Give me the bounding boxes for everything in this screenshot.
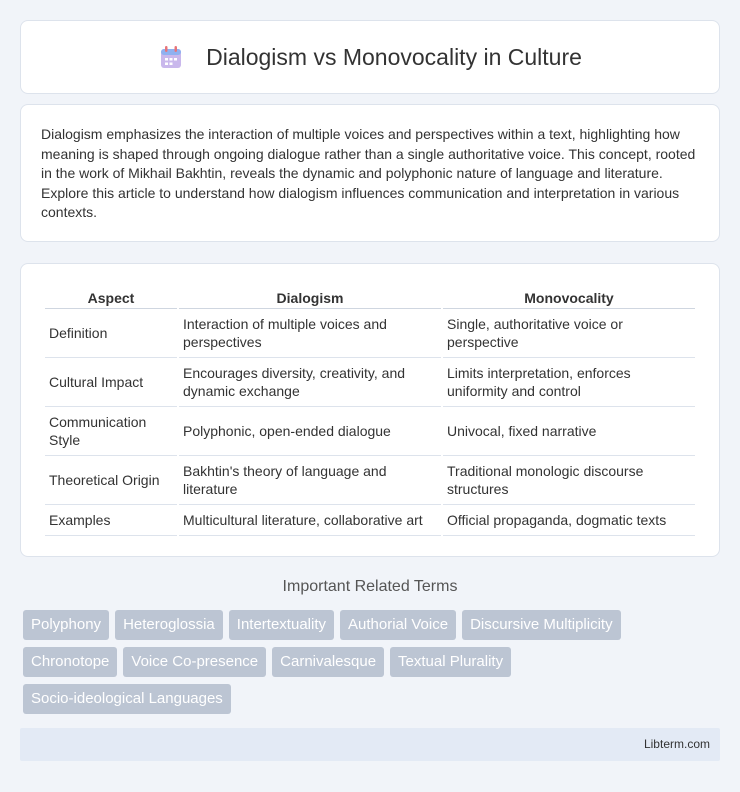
header-card: [20, 20, 720, 94]
tag-socio-ideological-languages[interactable]: Socio-ideological Languages: [23, 684, 231, 714]
table-cell: Traditional monologic discourse structures: [443, 456, 695, 505]
table-row: [45, 358, 695, 407]
tag-discursive-multiplicity[interactable]: Discursive Multiplicity: [462, 610, 621, 640]
table-cell: Multicultural literature, collaborative art: [179, 505, 441, 536]
table-header-row: [45, 286, 695, 309]
table-cell: Theoretical Origin: [45, 456, 177, 505]
comparison-table: [43, 286, 697, 536]
intro-text: Dialogism emphasizes the interaction of multiple voices and perspectives within a text, highlighting how meaning is shaped through ongoing dialogue rather than a single authoritative voice. This concept, rooted in the work of Mikhail Bakhtin, reveals the dynamic and polyphonic nature of language and literature. Explore this article to understand how dialogism influences communication and interpretation in various contexts.: [41, 126, 696, 220]
tag-authorial-voice[interactable]: Authorial Voice: [340, 610, 456, 640]
table-row: [45, 456, 695, 505]
table-row: [45, 309, 695, 358]
tag-voice-co-presence[interactable]: Voice Co-presence: [123, 647, 266, 677]
page-title: Dialogism vs Monovocality in Culture: [206, 43, 582, 70]
title-wrap: [158, 44, 582, 71]
table-cell: Single, authoritative voice or perspective: [443, 309, 695, 358]
tag-textual-plurality[interactable]: Textual Plurality: [390, 647, 511, 677]
table-cell: Univocal, fixed narrative: [443, 407, 695, 456]
comparison-table-card: [20, 263, 720, 557]
table-cell: Polyphonic, open-ended dialogue: [179, 407, 441, 456]
header-monovocality: Monovocality: [443, 286, 695, 309]
related-terms-section: [20, 578, 720, 714]
table-cell: Examples: [45, 505, 177, 536]
related-terms-heading: Important Related Terms: [282, 578, 458, 595]
tag-chronotope[interactable]: Chronotope: [23, 647, 117, 677]
intro-card: [20, 104, 720, 242]
table-row: [45, 407, 695, 456]
table-cell: Interaction of multiple voices and perspectives: [179, 309, 441, 358]
table-cell: Definition: [45, 309, 177, 358]
header-aspect: Aspect: [45, 286, 177, 309]
footer: [20, 728, 720, 761]
header-dialogism: Dialogism: [179, 286, 441, 309]
related-terms-tags: [20, 610, 720, 714]
table-cell: Bakhtin's theory of language and literature: [179, 456, 441, 505]
table-row: [45, 505, 695, 536]
footer-site-link[interactable]: Libterm.com: [643, 737, 710, 751]
table-cell: Limits interpretation, enforces uniformity and control: [443, 358, 695, 407]
table-cell: Communication Style: [45, 407, 177, 456]
calendar-icon: [158, 44, 184, 70]
table-cell: Official propaganda, dogmatic texts: [443, 505, 695, 536]
table-cell: Encourages diversity, creativity, and dynamic exchange: [179, 358, 441, 407]
tag-intertextuality[interactable]: Intertextuality: [229, 610, 334, 640]
tag-carnivalesque[interactable]: Carnivalesque: [272, 647, 384, 677]
tag-polyphony[interactable]: Polyphony: [23, 610, 109, 640]
table-cell: Cultural Impact: [45, 358, 177, 407]
tag-heteroglossia[interactable]: Heteroglossia: [115, 610, 223, 640]
